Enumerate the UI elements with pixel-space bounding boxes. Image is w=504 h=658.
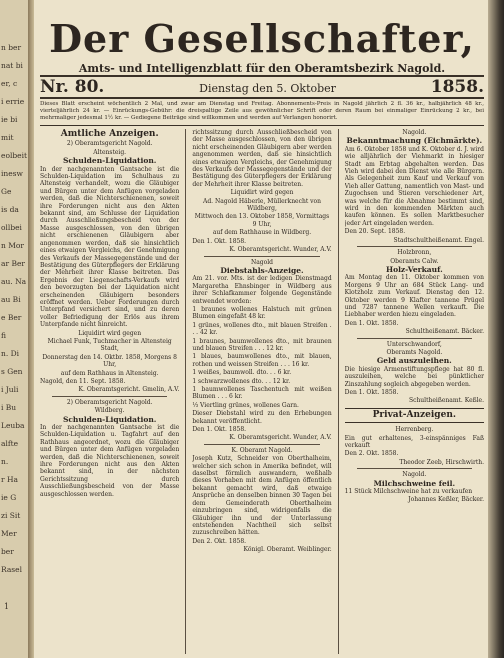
notice-title: Schulden-Liquidation. [62,414,157,424]
fragment-text: eolbeit [1,151,28,160]
subscription-notice: Dieses Blatt erscheint wöchentlich 2 Mal, und zwar am Dienstag und Freitag. Abonnements-Preis in Nagold jährlich 2 fl. 36 kr., halbjährlich 48 kr., vierteljährlich 24 kr. — Einrückungs-Gebühr: die dreispaltige Zeile aus gewöhnlicher Schrift oder deren Raum bei einmaliger Einrückung 2 kr., bei mehrmaliger jedesmal 1½ kr. — Gediegene Beiträge sind willkommen und werden auf Verlangen honorirt. [40,101,484,121]
list-item: 1 baumwollenes Taschentuch mit weißen Blumen . . . 6 kr. [192,386,332,401]
notice-place: Nagold [250,258,274,266]
notice-signature: Johannes Keßler, Bäcker. [408,496,485,504]
notice-court: Schultheißenamt. Keßle. [408,397,485,405]
notice-where: auf dem Rathhaus in Altensteig. [60,369,159,377]
fragment-text: i Juli [1,385,19,394]
notice-place: Altensteig. [93,148,127,156]
list-item: 1 grünes, wollenes dto., mit blauen Streifen . . . 42 kr. [192,321,332,337]
masthead-subtitle: Amts- und Intelligenzblatt für den Oberamtsbezirk Nagold. [78,62,446,75]
fragment-text: inesw [1,169,23,178]
notice-office: 2) Oberamtsgericht Nagold. [66,398,153,406]
notice-dated: Den 1. Okt. 1858. [192,426,247,434]
page-number: 1 [4,602,10,611]
masthead-title: Der Gesellschafter, [49,16,475,61]
notice-office: Oberamts Nagold. [386,348,443,356]
notice-place: Herrenberg. [395,426,434,434]
fragment-text: e Ber [1,313,22,322]
fragment-text: ber [1,547,14,556]
notice-when: Donnerstag den 14. Oktbr. 1858, Morgens 8 Uhr, [42,353,177,369]
notice-dated: Den 20. Sept. 1858. [344,228,406,236]
notice-body: 11 Stück Milchschweine hat zu verkaufen [344,488,473,496]
fragment-text: mit [1,133,14,142]
notice-body: Am 21. vor. Mts. ist der ledigen Dienstmagd Margaretha Ehnsbinger in Wildberg aus ihrer Schlafkammer folgende Gegenstände entwendet worden: [192,275,332,305]
fragment-text: i Bu [1,403,17,412]
notice-title: Milchschweine feil. [373,478,456,488]
fragment-text: is da [1,205,19,214]
notice-title: Schulden-Liquidation. [62,156,157,166]
issue-year: 1858. [430,77,484,97]
notice-place: Holzbronn, [397,249,432,257]
list-item: ⅓ Viertling grünes, wollenes Garn. [192,401,299,409]
fragment-text: ie bi [1,115,18,124]
fragment-text: n ber [1,43,22,52]
notice-title: Holz-Verkauf. [385,264,443,274]
notice-body: Dieser Diebstahl wird zu den Erhebungen bekannt veröffentlicht. [192,410,332,425]
issue-date: Dienstag den 5. Oktober [199,82,336,95]
fragment-text: Mer [1,529,17,538]
notice-court: Königl. Oberamt. Weiblinger. [243,546,332,554]
notice-body: richtssitzung durch Ausschließbescheid von der Masse ausgeschlossen, von den übrigen nicht erscheinenden Gläubigern aber werden angenommen werden, daß sie hinsichtlich eines etwaigen Vergleichs, der Genehmigung des Verkaufs der Massegegenstände und der Bestätigung des Güterpflegers der Erklärung der Mehrheit ihrer Klasse beitreten. [192,129,332,188]
notice-place: Wildberg. [94,407,125,415]
notice-place: Nagold. [402,471,427,479]
issue-line [40,77,484,97]
notice-signature: Theodor Zeeb, Hirschwirth. [399,458,485,466]
notice-body: Joseph Kutz, Schneider von Oberthalheim, welcher sich schon in Amerika befindet, will daselbst förmlich auswandern, weßhalb dieses Vorhaben mit dem Anfügen öffentlich bekannt gemacht wird, daß etwaige Ansprüche an denselben binnen 30 Tagen bei dem Gemeinderath Oberthalheim einzubringen sind, widrigenfalls die Gläubiger ihn und der Unterlassung entstehenden Nachtheil sich selbst zuzuschreiben hätten. [192,455,332,537]
fragment-text: Ge [1,187,12,196]
notice-court: K. Oberamtsgericht. Wunder, A.V. [229,434,332,442]
notice-body: Am Montag den 11. Oktober kommen von Morgens 9 Uhr an 684 Stück Lang- und Klotzholz zum Verkauf. Dienstag den 12. Oktober werden 9 Klafter tannene Prügel und 7287 tannene Wellen verkauft. Die Liebhaber werden hiezu eingeladen. [344,274,485,319]
fragment-text: s Gen [1,367,23,376]
fragment-text: au. Na [1,277,27,286]
stolen-items-list [192,306,331,409]
fragment-text: nat bi [1,61,23,70]
notice-body: Am 6. Oktober 1858 und K. Oktober d. J. wird wie alljährlich der Viehmarkt in hiesiger Stadt am Erbtag abgehalten werden. Das Vieh wird dabei den Dienst wie alle Bürgern. Als Gelegenheit zum Kauf und Verkauf von Vieh aller Gattung, namentlich von Mast- und Zugochsen und Stieren verschiedener Art, was welche für die Abnahme bestimmt sind, wird in den kommenden Märkten auch kaufen können. Es sollen Marktbesucher jeder Art eingeladen werden. [344,145,485,227]
fragment-text: n. [1,457,9,466]
notice-office: Oberamts Calw. [390,257,439,265]
column-3 [345,129,484,654]
notice-where: auf dem Rathhause in Wildberg. [212,229,312,237]
fragment-text: alfte [1,439,19,448]
list-item: 1 schwarzwollenes dto. . . 12 kr. [192,377,291,385]
notice-dated: Nagold, den 11. Sept. 1858. [40,378,126,385]
notice-dated: Den 1. Okt. 1858. [344,319,399,327]
fragment-text: ollbei [1,223,22,232]
fragment-text: ie G [1,493,17,502]
adjacent-page-fragment [0,0,29,658]
section-heading-private: Privat-Anzeigen. [372,409,457,420]
page-edge [488,0,504,658]
fragment-text: Leuba [1,421,25,430]
issue-number: Nr. 80. [40,77,105,97]
notice-place: Unterschwandorf, [386,340,442,348]
column-1 [40,129,179,654]
list-item: 1 braunes wollenes Halstuch mit grünen Blumen eingefaßt 48 kr. [192,305,332,321]
notice-body: Die hiesige Armenstiftungspflege hat 80 fl. auszuleihen, welche bei pünktlicher Zinszahlung sogleich abgegeben werden. [344,365,485,388]
fragment-text: r Ha [1,475,18,484]
fragment-text: Rasel [1,565,22,574]
notice-body: In der nachgenannten Gantsache ist die Schulden-Liquidation im Schulhaus zu Altensteig verhandelt, wozu die Gläubiger und Bürgen unter dem Anfügen vorgeladen werden, daß die Nichterschienenen, soweit ihre Forderungen nicht aus den Akten bekannt sind, am Schlusse der Liquidation durch Ausschließungsbescheid von der Masse ausgeschlossen, von den übrigen nicht erschienenen Gläubigern aber angenommen werden, daß sie hinsichtlich eines etwaigen Vergleichs, der Genehmigung des Verkaufs der Massegegenstände und der Bestätigung des Güterpflegers der Erklärung der Mehrheit ihrer Klasse beitreten. Das Ergebnis der Liegenschafts-Verkaufs wird den bevorzugten bei der Liquidation nicht erscheinenden Gläubigern besonders eröffnet werden. Ueber Forderungen durch Unterpfand versichert sind, und zu deren voller Befriedigung der Erlös aus ihrem Unterpfande nicht hinreicht. [40,165,180,329]
notice-body: In der nachgenannten Gantsache ist die Schulden-Liquidation u. Tagfahrt auf den Rathhaus angeordnet, wozu die Gläubiger und Bürgen unter dem Anfügen vorgeladen werden, daß die Nichterschienenen, soweit ihre Forderungen nicht aus den Akten bekannt sind, in der nächsten Gerichtssitzung durch Ausschließungsbescheid von der Masse ausgeschlossen werden. [40,424,180,498]
fragment-text: i errie [1,97,25,106]
notice-dated: Den 2. Okt. 1858. [344,450,399,458]
section-heading-official: Amtliche Anzeigen. [60,129,159,139]
book-binding [28,0,34,658]
notice-dated: Den 1. Okt. 1858. [192,237,247,245]
notice-office: 2) Oberamtsgericht Nagold. [66,140,153,148]
notice-sign-head: Liquidirt wird gegen [230,189,294,197]
notice-dated: Den 2. Okt. 1858. [192,537,247,545]
fragment-text: fi [1,331,7,340]
notice-title: Bekanntmachung (Eichmärkte). [346,136,483,146]
fragment-text: n Mor [1,241,24,250]
list-item: 1 braunes, baumwollenes dto., mit braunen und blauen Streifen . . . 12 kr. [192,337,332,352]
fragment-text: ar Ber [1,259,25,268]
notice-court: Schultheißenamt. Bäcker. [405,328,485,336]
fragment-text: er, c [1,79,18,88]
notice-office: K. Oberamt Nagold. [231,446,293,454]
notice-title: Diebstahls-Anzeige. [220,265,304,275]
list-item: 1 blaues, baumwollenes dto., mit blauen, rothen und weissen Streifen . . . 16 kr. [192,353,332,368]
notice-party: Ad. Nagold Häberle, Müllerknecht von Wildberg, [203,197,322,213]
list-item: 1 weißes, baumwoll. dto. . . 6 kr. [192,369,292,377]
notice-court: K. Oberamtsgericht. Wunder, A.V. [229,246,332,254]
notice-court: K. Oberamtsgericht. Gmelin, A.V. [78,386,180,394]
notice-party: Michael Funk, Tuchmacher in Altensteig Stadt, [47,337,172,353]
notice-court: Stadtschultheißenamt. Engel. [393,236,485,244]
notice-place: Nagold. [402,129,427,136]
fragment-text: zi Sit [1,511,21,520]
notice-sign-head: Liquidirt wird gegen [78,329,142,337]
fragment-text: au Bi [1,295,21,304]
notice-body: Ein gut erhaltenes, 3-einspänniges Faß verkauft [344,434,485,450]
notice-when: Mittwoch den 13. Oktober 1858, Vormittags 9 Uhr, [194,213,330,228]
newspaper-page [40,16,484,646]
column-2 [192,129,331,654]
columns [40,129,484,654]
notice-dated: Den 1. Okt. 1858. [344,389,399,396]
fragment-text: n. Di [1,349,20,358]
notice-title: Geld auszuleihen. [376,356,452,366]
